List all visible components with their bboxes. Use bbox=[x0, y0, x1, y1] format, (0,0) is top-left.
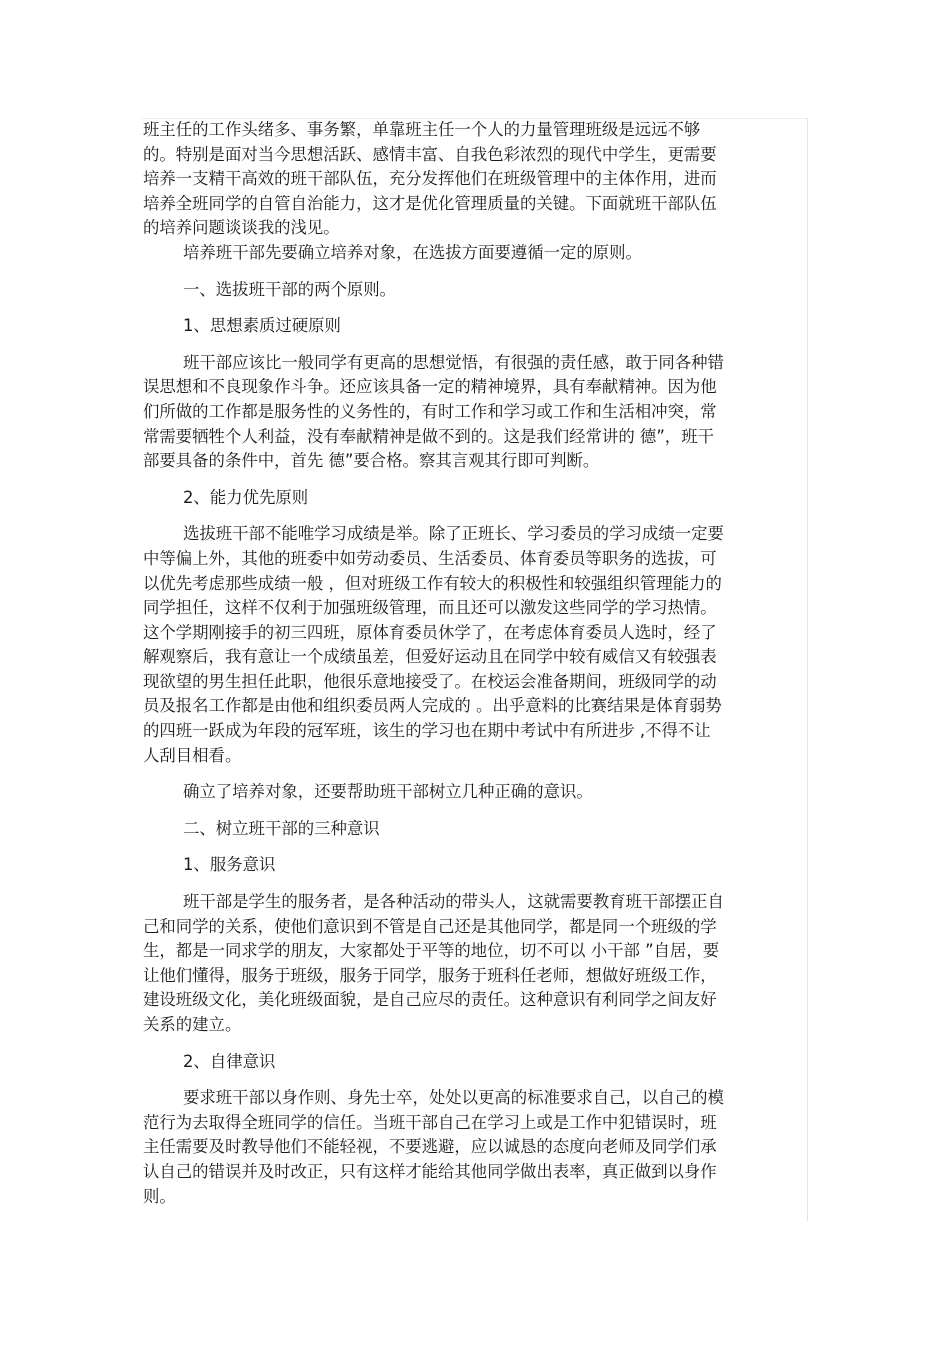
text-line: 的培养问题谈谈我的浅见。 bbox=[143, 218, 340, 238]
text-line: 的。特别是面对当今思想活跃、感情丰富、自我色彩浓烈的现代中学生，更需要 bbox=[143, 144, 717, 164]
principle-1-heading: 1、思想素质过硬原则 bbox=[183, 316, 341, 336]
text-line: 误思想和不良现象作斗争。还应该具备一定的精神境界，具有奉献精神。因为他 bbox=[143, 377, 717, 397]
principle-2-heading: 2、能力优先原则 bbox=[183, 487, 309, 507]
intro-paragraph bbox=[143, 118, 808, 241]
awareness-2-heading: 2、自律意识 bbox=[183, 1051, 276, 1071]
text-line: 让他们懂得，服务于班级，服务于同学，服务于班科任老师，想做好班级工作， bbox=[143, 965, 717, 985]
text-line: 的四班一跃成为年段的冠军班，该生的学习也在期中考试中有所进步 ,不得不让 bbox=[143, 721, 711, 741]
text-line: 解观察后，我有意让一个成绩虽差，但爱好运动且在同学中较有威信又有较强表 bbox=[143, 647, 717, 667]
text-line: 同学担任，这样不仅利于加强班级管理，而且还可以激发这些同学的学习热情。 bbox=[143, 598, 717, 618]
awareness-2-paragraph bbox=[143, 1086, 808, 1209]
text-line: 培养全班同学的自管自治能力，这才是优化管理质量的关键。下面就班干部队伍 bbox=[143, 193, 717, 213]
text-line: 范行为去取得全班同学的信任。当班干部自己在学习上或是工作中犯错误时，班 bbox=[143, 1112, 717, 1132]
text-line: 部要具备的条件中，首先 德”要合格。察其言观其行即可判断。 bbox=[143, 451, 600, 471]
text-line: 以优先考虑那些成绩一般 ，但对班级工作有较大的积极性和较强组织管理能力的 bbox=[143, 573, 722, 593]
text-line: 培养一支精干高效的班干部队伍，充分发挥他们在班级管理中的主体作用，进而 bbox=[143, 169, 717, 189]
lead-paragraph: 培养班干部先要确立培养对象，在选拔方面要遵循一定的原则。 bbox=[183, 242, 642, 262]
text-line: 这个学期刚接手的初三四班，原体育委员休学了，在考虑体育委员人选时，经了 bbox=[143, 622, 717, 642]
principle-1-paragraph bbox=[143, 351, 808, 474]
document-body bbox=[143, 118, 808, 1209]
text-line: 要求班干部以身作则、身先士卒，处处以更高的标准要求自己，以自己的模 bbox=[183, 1088, 724, 1108]
text-line: 员及报名工作都是由他和组织委员两人完成的 。出乎意料的比赛结果是体育弱势 bbox=[143, 696, 722, 716]
principle-2-paragraph bbox=[143, 522, 808, 768]
text-line: 们所做的工作都是服务性的义务性的，有时工作和学习或工作和生活相冲突，常 bbox=[143, 401, 717, 421]
text-line: 关系的建立。 bbox=[143, 1015, 242, 1034]
text-line: 则。 bbox=[143, 1186, 176, 1206]
section-heading-1: 一、选拔班干部的两个原则。 bbox=[183, 279, 397, 299]
text-line: 选拔班干部不能唯学习成绩是举。除了正班长、学习委员的学习成绩一定要 bbox=[183, 524, 724, 544]
awareness-1-heading: 1、服务意识 bbox=[183, 855, 276, 875]
text-line: 现欲望的男生担任此职，他很乐意地接受了。在校运会准备期间，班级同学的动 bbox=[143, 671, 717, 691]
text-line: 生，都是一同求学的朋友，大家都处于平等的地位，切不可以 小干部 ”自居，要 bbox=[143, 941, 720, 961]
transition-paragraph: 确立了培养对象，还要帮助班干部树立几种正确的意识。 bbox=[183, 782, 593, 802]
text-line: 班干部应该比一般同学有更高的思想觉悟，有很强的责任感，敢于同各种错 bbox=[183, 352, 724, 372]
text-line: 主任需要及时教导他们不能轻视，不要逃避，应以诚恳的态度向老师及同学们承 bbox=[143, 1137, 717, 1157]
text-line: 中等偏上外，其他的班委中如劳动委员、生活委员、体育委员等职务的选拔，可 bbox=[143, 548, 717, 568]
awareness-1-paragraph bbox=[143, 890, 808, 1038]
text-line: 常需要牺牲个人利益，没有奉献精神是做不到的。这是我们经常讲的 德”，班干 bbox=[143, 426, 714, 446]
text-line: 班干部是学生的服务者，是各种活动的带头人，这就需要教育班干部摆正自 bbox=[183, 892, 724, 912]
text-line: 建设班级文化，美化班级面貌，是自己应尽的责任。这种意识有利同学之间友好 bbox=[143, 990, 717, 1010]
text-line: 认自己的错误并及时改正，只有这样才能给其他同学做出表率，真正做到以身作 bbox=[143, 1161, 717, 1181]
text-line: 班主任的工作头绪多、事务繁，单靠班主任一个人的力量管理班级是远远不够 bbox=[143, 120, 701, 139]
section-heading-2: 二、树立班干部的三种意识 bbox=[183, 818, 380, 838]
text-line: 人刮目相看。 bbox=[143, 745, 242, 765]
text-line: 己和同学的关系，使他们意识到不管是自己还是其他同学，都是同一个班级的学 bbox=[143, 916, 717, 936]
